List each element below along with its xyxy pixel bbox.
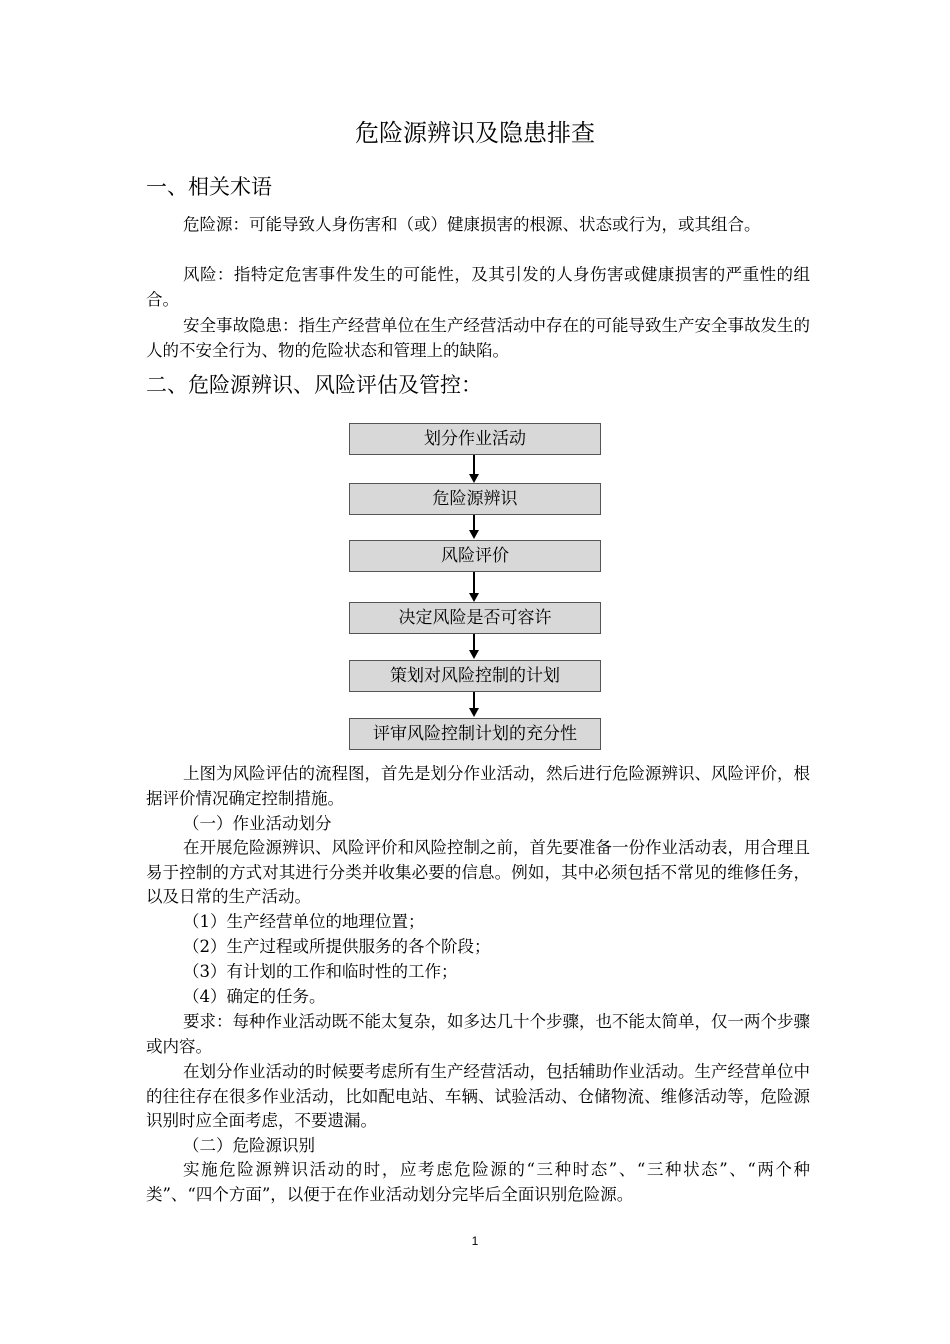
term-accident-hazard: 安全事故隐患：指生产经营单位在生产经营活动中存在的可能导致生产安全事故发生的人的不安全行为、物的危险状态和管理上的缺陷。 xyxy=(146,316,810,360)
activity-paragraph-2: 在划分作业活动的时候要考虑所有生产经营活动，包括辅助作业活动。生产经营单位中的往往存在很多作业活动，比如配电站、车辆、试验活动、仓储物流、维修活动等，危险源识别时应全面考虑，不要遗漏。 xyxy=(146,1062,810,1130)
page-title: 危险源辨识及隐患排查 xyxy=(355,119,595,147)
page-number: 1 xyxy=(471,1234,479,1248)
list-item: （2）生产过程或所提供服务的各个阶段； xyxy=(183,937,491,956)
list-item: （1）生产经营单位的地理位置； xyxy=(183,912,425,931)
subsection-heading-hazard-id: （二）危险源识别 xyxy=(183,1136,315,1155)
section-heading-terms: 一、相关术语 xyxy=(146,175,272,199)
section-heading-assessment: 二、危险源辨识、风险评估及管控： xyxy=(146,373,482,397)
requirement-paragraph: 要求：每种作业活动既不能太复杂，如多达几十个步骤，也不能太简单，仅一两个步骤或内容。 xyxy=(146,1012,810,1056)
activity-paragraph: 在开展危险源辨识、风险评价和风险控制之前，首先要准备一份作业活动表，用合理且易于控制的方式对其进行分类并收集必要的信息。例如，其中必须包括不常见的维修任务，以及日常的生产活动。 xyxy=(146,838,810,906)
subsection-heading-activity: （一）作业活动划分 xyxy=(183,814,332,833)
list-item: （4）确定的任务。 xyxy=(183,987,326,1006)
flow-step-4: 决定风险是否可容许 xyxy=(349,602,601,634)
flow-description: 上图为风险评估的流程图，首先是划分作业活动，然后进行危险源辨识、风险评价，根据评价情况确定控制措施。 xyxy=(146,764,810,808)
flow-step-3: 风险评价 xyxy=(349,540,601,572)
hazard-id-paragraph: 实施危险源辨识活动的时，应考虑危险源的“三种时态”、“三种状态”、“两个种类”、“四个方面”，以便于在作业活动划分完毕后全面识别危险源。 xyxy=(146,1160,810,1204)
risk-assessment-flowchart xyxy=(349,423,601,749)
term-risk: 风险：指特定危害事件发生的可能性，及其引发的人身伤害或健康损害的严重性的组合。 xyxy=(146,265,810,309)
flow-step-5: 策划对风险控制的计划 xyxy=(349,660,601,692)
flow-step-1: 划分作业活动 xyxy=(349,423,601,455)
flow-step-2: 危险源辨识 xyxy=(349,483,601,515)
flow-step-6: 评审风险控制计划的充分性 xyxy=(349,718,601,750)
list-item: （3）有计划的工作和临时性的工作； xyxy=(183,962,458,981)
term-hazard: 危险源：可能导致人身伤害和（或）健康损害的根源、状态或行为，或其组合。 xyxy=(183,215,761,234)
